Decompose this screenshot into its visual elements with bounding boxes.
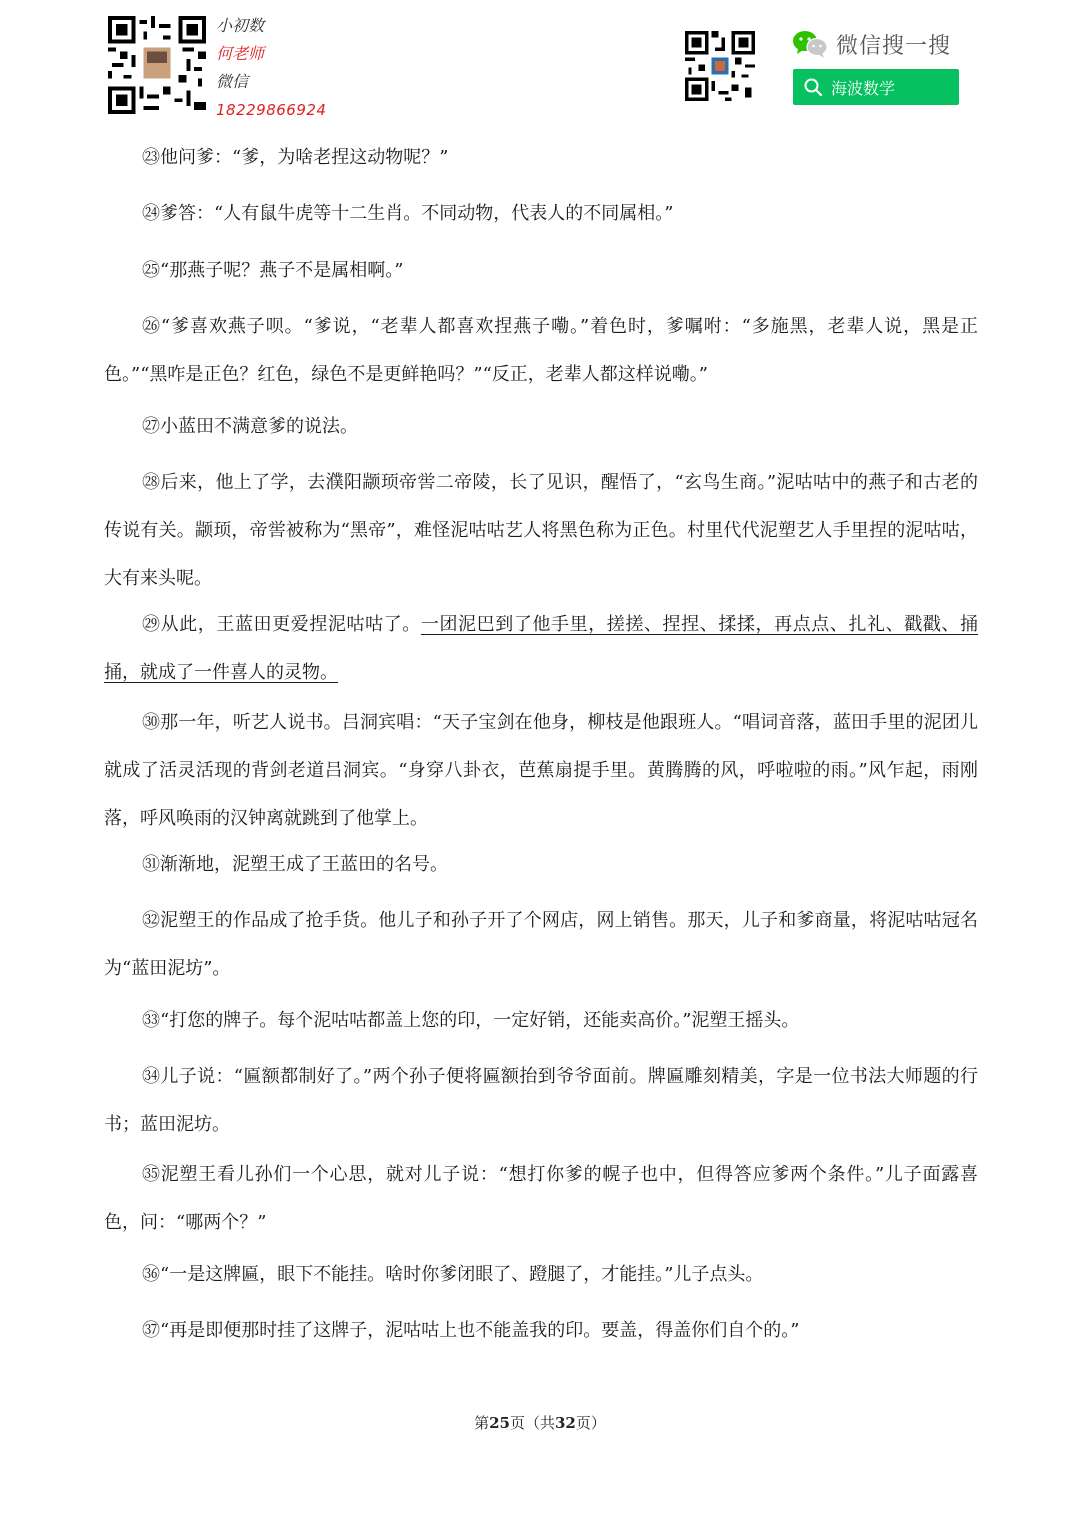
paragraph-24: ㉔爹答：“人有鼠牛虎等十二生肖。不同动物，代表人的不同属相。”: [142, 203, 674, 224]
paragraph-30: ㉚那一年，听艺人说书。吕洞宾唱：“天子宝剑在他身，柳枝是他跟班人。“唱词音落，蓝田手里的泥团儿就成了活灵活现的背剑老道吕洞宾。“身穿八卦衣，芭蕉扇提手里。黄腾腾的风，呼啦啦的雨。”风乍起，雨刚落，呼风唤雨的汉钟离就跳到了他掌上。: [104, 712, 978, 829]
contact-line-title: 小初数: [216, 16, 265, 35]
contact-line-wechat: 微信: [216, 72, 249, 91]
footer-prefix: 第: [474, 1414, 490, 1432]
qr-code-right: [685, 31, 755, 101]
wechat-logo-icon: [792, 29, 828, 59]
footer-middle: 页（共: [509, 1414, 555, 1432]
qr-code-left: [108, 16, 206, 114]
footer-suffix: 页）: [575, 1414, 606, 1432]
paragraph-23: ㉓他问爹：“爹，为啥老捏这动物呢？”: [142, 147, 449, 168]
search-icon: [803, 77, 823, 97]
paragraph-27: ㉗小蓝田不满意爹的说法。: [142, 416, 358, 437]
paragraph-35: ㉟泥塑王看儿孙们一个心思，就对儿子说：“想打你爹的幌子也中，但得答应爹两个条件。”儿子面露喜色，问：“哪两个？”: [104, 1164, 978, 1233]
footer-page-number: 25: [489, 1414, 510, 1432]
paragraph-28: ㉘后来，他上了学，去濮阳颛顼帝喾二帝陵，长了见识，醒悟了，“玄鸟生商。”泥咕咕中的燕子和古老的传说有关。颛顼，帝喾被称为“黑帝”，难怪泥咕咕艺人将黑色称为正色。村里代代泥塑艺人手里捏的泥咕咕，大有来头呢。: [104, 472, 978, 589]
paragraph-29: [104, 601, 978, 697]
contact-info: [216, 12, 346, 124]
paragraph-34: ㉞儿子说：“匾额都制好了。”两个孙子便将匾额抬到爷爷面前。牌匾雕刻精美，字是一位书法大师题的行书；蓝田泥坊。: [104, 1066, 978, 1135]
paragraph-37: ㊲“再是即便那时挂了这牌子，泥咕咕上也不能盖我的印。要盖，得盖你们自个的。”: [142, 1320, 800, 1341]
paragraph-31: ㉛渐渐地，泥塑王成了王蓝田的名号。: [142, 854, 448, 875]
paragraph-33: ㉝“打您的牌子。每个泥咕咕都盖上您的印，一定好销，还能卖高价。”泥塑王摇头。: [142, 1010, 800, 1031]
wechat-search-button[interactable]: [793, 69, 959, 105]
contact-line-phone: 18229866924: [216, 101, 327, 119]
paragraph-25: ㉕“那燕子呢？燕子不是属相啊。”: [142, 260, 404, 281]
paragraph-36: ㊱“一是这牌匾，眼下不能挂。啥时你爹闭眼了、蹬腿了，才能挂。”儿子点头。: [142, 1264, 764, 1285]
paragraph-26: ㉖“爹喜欢燕子呗。“爹说，“老辈人都喜欢捏燕子嘞。”着色时，爹嘱咐：“多施黑，老辈人说，黑是正色。”“黑咋是正色？红色，绿色不是更鲜艳吗？”“反正，老辈人都这样说嘞。”: [104, 316, 978, 385]
paragraph-29-text: ㉙从此，王蓝田更爱捏泥咕咕了。: [142, 614, 421, 635]
paragraph-32: ㉜泥塑王的作品成了抢手货。他儿子和孙子开了个网店，网上销售。那天，儿子和爹商量，将泥咕咕冠名为“蓝田泥坊”。: [104, 910, 978, 979]
wechat-search-button-label: 海波数学: [831, 78, 896, 98]
wechat-search-banner: [792, 28, 951, 60]
page-footer: [0, 1412, 1080, 1433]
paragraph-29-underlined-text: 一团泥巴到了他手里，搓搓、捏捏、揉揉，再点点、扎礼、戳戳、捅捅，就成了一件喜人的灵物。: [104, 614, 979, 683]
contact-line-teacher: 何老师: [216, 44, 265, 63]
footer-total-pages: 32: [555, 1414, 576, 1432]
wechat-search-label: 微信搜一搜: [836, 33, 952, 59]
